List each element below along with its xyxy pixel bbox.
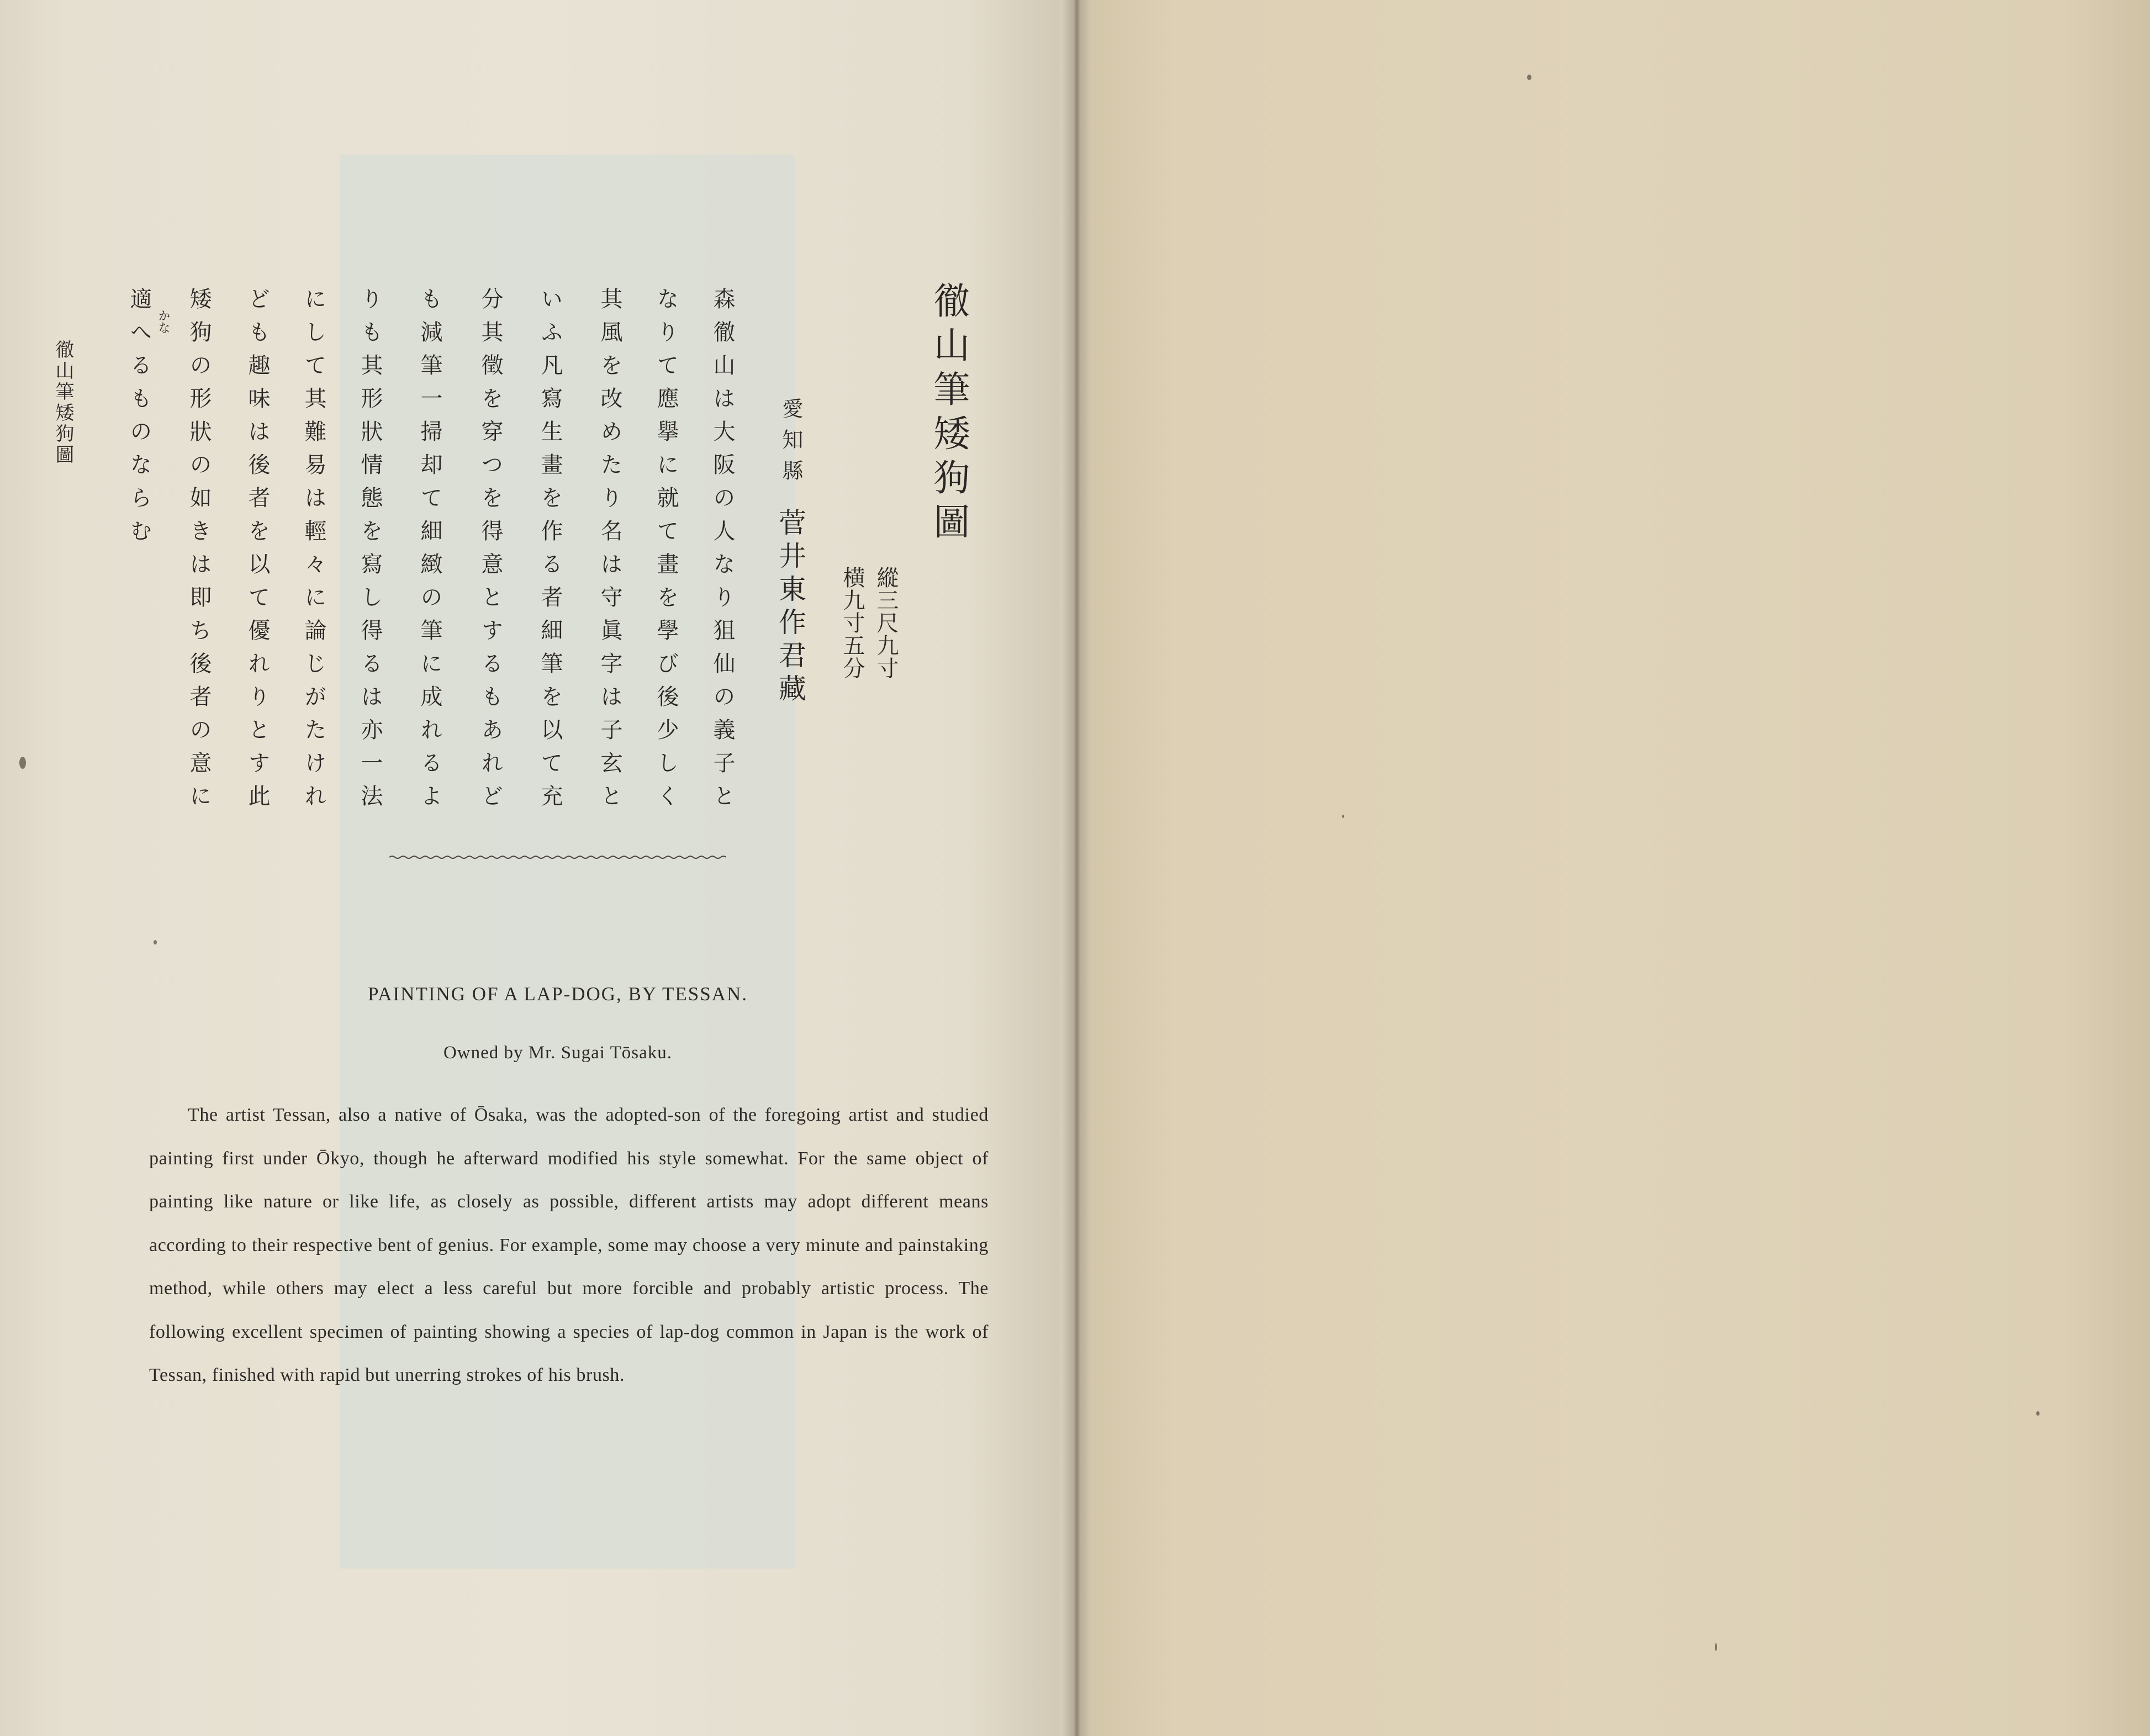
english-body: The artist Tessan, also a native of Ōsaka, was the adopted-son of the foregoing artist and studied painting first under Ōkyo, though he afterward modified his style somewhat. For the same object of painting like nature or like life, as closely as possible, different artists may adopt different means according to their respective bent of genius. For example, some may choose a very minute and painstaking method, while others may elect a less careful but more forcible and probably artistic process. The following excellent specimen of painting showing a species of lap-dog common in Japan is the work of Tessan, finished with rapid but unerring strokes of his brush. bbox=[149, 1105, 989, 1385]
margin-note: 徹山筆矮狗圖 bbox=[52, 340, 74, 466]
body-jp-column: 矮狗の形狀の如きは即ち後者の意に bbox=[186, 287, 212, 817]
paper-speck bbox=[1715, 1643, 1717, 1651]
paper-speck bbox=[19, 757, 26, 769]
owner-prefecture: 愛知縣 bbox=[779, 398, 803, 490]
paper-speck bbox=[154, 940, 157, 944]
body-jp-column: 其風を改めたり名は守眞字は子玄と bbox=[597, 287, 622, 817]
body-jp-column: 分其徵を穿つを得意とするもあれど bbox=[478, 287, 503, 817]
english-owner: Owned by Mr. Sugai Tōsaku. bbox=[443, 1043, 673, 1063]
left-page bbox=[0, 0, 1074, 1736]
right-page bbox=[1091, 0, 2150, 1736]
dimensions bbox=[837, 566, 902, 679]
body-jp-column: りも其形狀情態を寫し得るは亦一法 bbox=[357, 287, 383, 817]
book-gutter bbox=[1060, 0, 1094, 1736]
body-jp-column: にして其難易は輕々に論じがたけれ bbox=[301, 287, 326, 817]
ruby-annotation: かな bbox=[156, 309, 170, 334]
body-jp-column: 適へるものならむ bbox=[126, 287, 152, 552]
wavy-divider bbox=[389, 853, 726, 861]
dimension-height: 縱三尺九寸 bbox=[873, 566, 899, 679]
body-jp-column: 森徹山は大阪の人なり狙仙の義子と bbox=[710, 287, 735, 817]
body-jp-column: いふ凡寫生畫を作る者細筆を以て充 bbox=[537, 287, 563, 817]
japanese-title: 徹山筆矮狗圖 bbox=[927, 282, 970, 547]
owner-name: 菅井東作君藏 bbox=[774, 508, 806, 707]
paper-speck bbox=[2036, 1411, 2040, 1416]
english-title: PAINTING OF A LAP-DOG, BY TESSAN. bbox=[368, 983, 748, 1005]
body-jp-column: も減筆一掃却て細緻の筆に成れるよ bbox=[417, 287, 442, 817]
paper-speck bbox=[1527, 75, 1531, 80]
body-jp-column: ども趣味は後者を以て優れりとす此 bbox=[245, 287, 270, 817]
body-jp-column: なりて應擧に就て畫を學び後少しく bbox=[653, 287, 679, 817]
paper-speck bbox=[1342, 815, 1344, 818]
dimension-width: 横九寸五分 bbox=[839, 566, 865, 679]
